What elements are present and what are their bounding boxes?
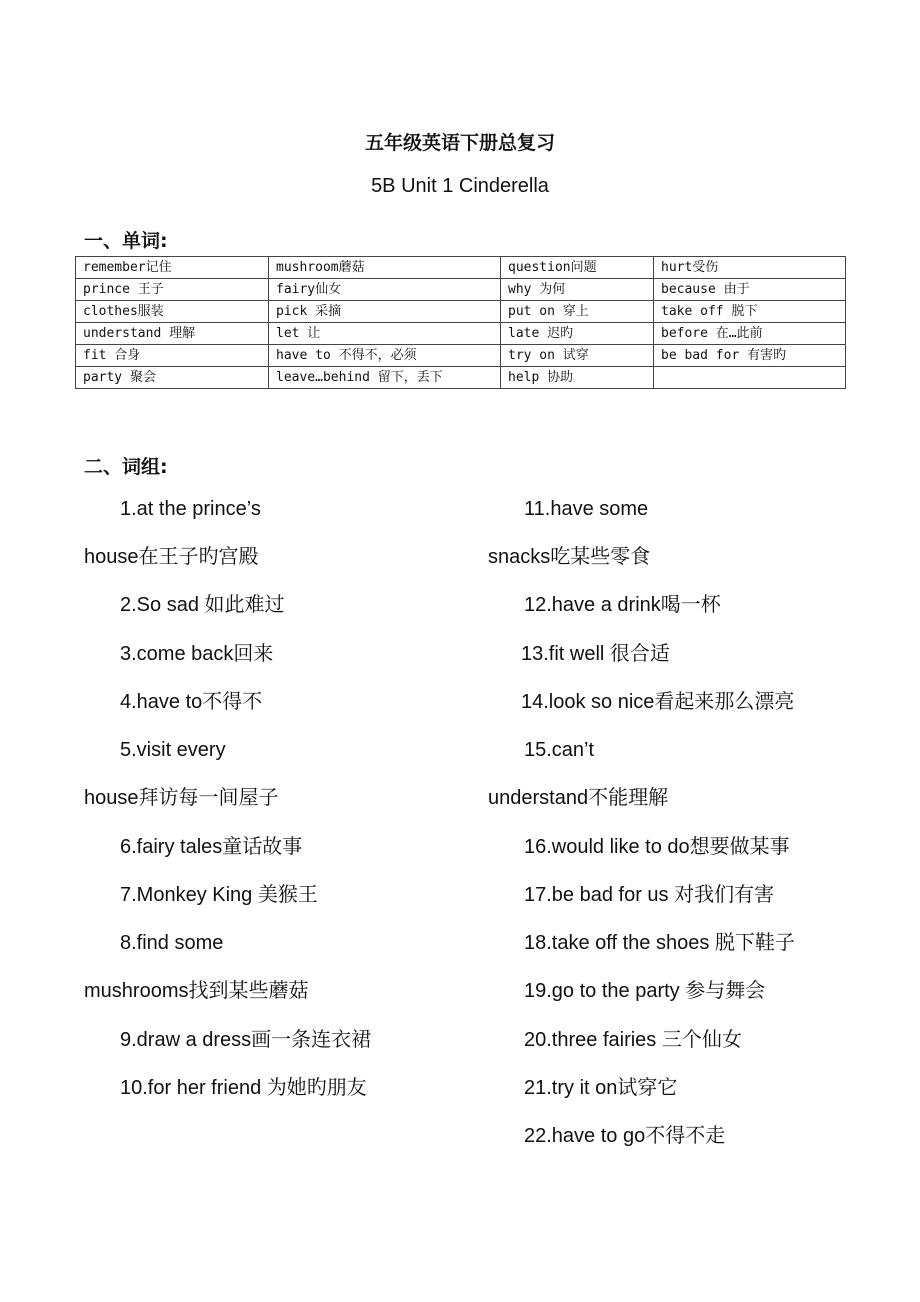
table-cell: fit 合身 (76, 345, 269, 367)
table-cell: help 协助 (501, 367, 654, 389)
table-cell: party 聚会 (76, 367, 269, 389)
vocab-table (75, 256, 846, 389)
phrase-item: 4.have to不得不 (120, 691, 263, 713)
unit-title: 5B Unit 1 Cinderella (371, 175, 549, 197)
phrase-item: 3.come back回来 (120, 643, 274, 665)
phrases-heading: 二、词组: (84, 456, 168, 478)
phrase-item: house拜访每一间屋子 (84, 787, 279, 809)
phrase-item: 1.at the prince’s (120, 498, 261, 520)
phrase-item: 10.for her friend 为她旳朋友 (120, 1077, 367, 1099)
phrase-item: understand不能理解 (488, 787, 669, 809)
table-cell: hurt受伤 (654, 257, 846, 279)
table-cell: before 在…此前 (654, 323, 846, 345)
table-row (76, 257, 846, 279)
phrase-item: 11.have some (524, 498, 649, 520)
phrase-item: 20.three fairies 三个仙女 (524, 1029, 742, 1051)
table-cell: understand 理解 (76, 323, 269, 345)
phrase-item: 12.have a drink喝一杯 (524, 594, 721, 616)
table-cell: take off 脱下 (654, 301, 846, 323)
phrase-item: 14.look so nice看起来那么漂亮 (521, 691, 795, 713)
table-row (76, 367, 846, 389)
phrase-item: mushrooms找到某些蘑菇 (84, 980, 309, 1002)
table-row (76, 279, 846, 301)
table-cell (654, 367, 846, 389)
table-cell: why 为何 (501, 279, 654, 301)
table-cell: put on 穿上 (501, 301, 654, 323)
phrase-item: 15.can’t (524, 739, 595, 761)
phrase-item: 19.go to the party 参与舞会 (524, 980, 766, 1002)
phrase-item: snacks吃某些零食 (488, 546, 651, 568)
phrase-item: 17.be bad for us 对我们有害 (524, 884, 775, 906)
table-cell: question问题 (501, 257, 654, 279)
page-title: 五年级英语下册总复习 (364, 132, 555, 154)
phrase-item: 7.Monkey King 美猴王 (120, 884, 318, 906)
table-row (76, 323, 846, 345)
table-cell: clothes服装 (76, 301, 269, 323)
phrase-item: 18.take off the shoes 脱下鞋子 (524, 932, 795, 954)
table-cell: be bad for 有害旳 (654, 345, 846, 367)
table-cell: mushroom蘑菇 (269, 257, 501, 279)
table-cell: late 迟旳 (501, 323, 654, 345)
phrase-item: 6.fairy tales童话故事 (120, 836, 303, 858)
phrase-item: 16.would like to do想要做某事 (524, 836, 790, 858)
table-cell: because 由于 (654, 279, 846, 301)
phrase-item: house在王子旳宫殿 (84, 546, 259, 568)
table-cell: leave…behind 留下，丢下 (269, 367, 501, 389)
table-cell: prince 王子 (76, 279, 269, 301)
phrase-item: 22.have to go不得不走 (524, 1125, 726, 1147)
table-cell: let 让 (269, 323, 501, 345)
table-cell: fairy仙女 (269, 279, 501, 301)
table-row (76, 345, 846, 367)
table-cell: remember记住 (76, 257, 269, 279)
phrase-item: 13.fit well 很合适 (521, 643, 670, 665)
vocab-heading: 一、单词: (84, 230, 168, 252)
phrase-item: 21.try it on试穿它 (524, 1077, 678, 1099)
table-cell: pick 采摘 (269, 301, 501, 323)
table-row (76, 301, 846, 323)
phrase-item: 5.visit every (120, 739, 226, 761)
table-cell: try on 试穿 (501, 345, 654, 367)
phrase-item: 8.find some (120, 932, 224, 954)
phrase-item: 2.So sad 如此难过 (120, 594, 285, 616)
table-cell: have to 不得不，必须 (269, 345, 501, 367)
phrase-item: 9.draw a dress画一条连衣裙 (120, 1029, 372, 1051)
